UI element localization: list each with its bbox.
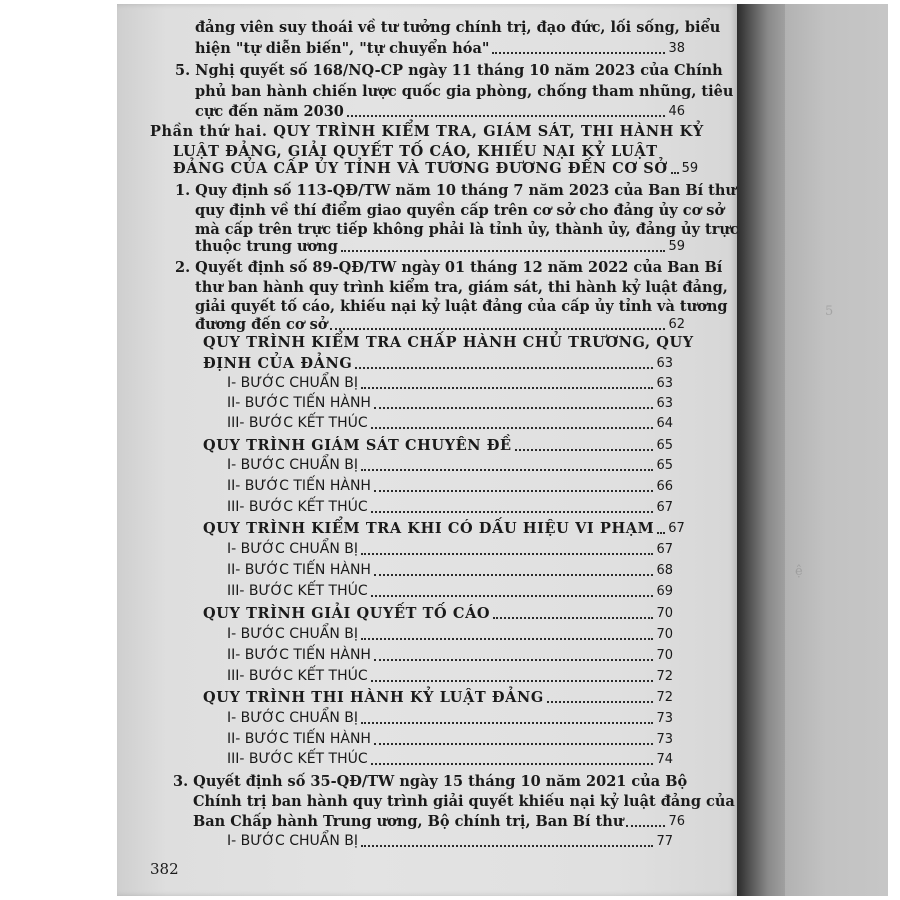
dot-leader [547,701,654,703]
dot-leader [374,407,654,409]
toc-page-number: 65 [656,458,673,473]
toc-entry [227,414,673,433]
dot-leader [347,115,666,117]
toc-page-number: 46 [668,104,685,119]
toc-entry-title: thuộc trung ương [195,238,338,255]
toc-entry [203,688,673,707]
dot-leader [361,387,653,389]
toc-entry [227,832,673,851]
toc-entry-title: đương đến cơ sở [195,316,328,333]
toc-entry [195,315,685,334]
toc-entry [203,436,673,455]
toc-page-number: 67 [656,500,673,515]
toc-page-number: 59 [681,161,699,176]
toc-page-number: 74 [656,752,673,767]
toc-page-number: 73 [656,711,673,726]
toc-entry-title: I- BƯỚC CHUẨN BỊ [227,833,359,849]
toc-page-number: 69 [656,584,673,599]
show-through-mark: ệ [795,564,803,579]
toc-entry-title: ĐỊNH CỦA ĐẢNG [203,355,353,372]
toc-text-line: 2. Quyết định số 89-QĐ/TW ngày 01 tháng 12 năm 2022 của Ban Bí [175,259,723,276]
dot-leader [374,743,654,745]
toc-entry-title: I- BƯỚC CHUẨN BỊ [227,710,359,726]
toc-entry [227,667,673,686]
toc-entry-title: Ban Chấp hành Trung ương, Bộ chính trị, Ban Bí thư [193,813,624,830]
toc-text-line: đảng viên suy thoái về tư tưởng chính trị, đạo đức, lối sống, biểu [195,19,721,36]
toc-entry-title: III- BƯỚC KẾT THÚC [227,583,368,599]
dot-leader [374,574,654,576]
toc-entry-title: QUY TRÌNH KIỂM TRA KHI CÓ DẤU HIỆU VI PHẠM [203,520,655,537]
toc-page-number: 72 [656,690,673,705]
dot-leader [371,427,654,429]
toc-text-line: 1. Quy định số 113-QĐ/TW năm 10 tháng 7 năm 2023 của Ban Bí thư [175,182,736,199]
dot-leader [671,172,679,174]
toc-entry-title: I- BƯỚC CHUẨN BỊ [227,375,359,391]
toc-entry [203,519,685,538]
toc-text-line: giải quyết tố cáo, khiếu nại kỷ luật đảng của cấp ủy tỉnh và tương [195,298,728,315]
toc-page-number: 70 [656,627,673,642]
toc-page-number: 76 [668,814,685,829]
dot-leader [361,722,653,724]
toc-entry-title: II- BƯỚC TIẾN HÀNH [227,731,371,747]
toc-entry-title: III- BƯỚC KẾT THÚC [227,751,368,767]
dot-leader [371,595,654,597]
toc-page-number: 62 [668,317,685,332]
dot-leader [330,328,665,330]
toc-entry [227,561,673,580]
toc-entry-title: I- BƯỚC CHUẨN BỊ [227,457,359,473]
toc-entry-title: II- BƯỚC TIẾN HÀNH [227,478,371,494]
toc-entry [227,582,673,601]
dot-leader [341,250,666,252]
dot-leader [371,680,654,682]
toc-page-number: 68 [656,563,673,578]
toc-page-number: 77 [656,834,673,849]
dot-leader [361,469,653,471]
toc-entry-title: II- BƯỚC TIẾN HÀNH [227,647,371,663]
toc-page-number: 73 [656,732,673,747]
toc-text-line: quy định về thí điểm giao quyền cấp trên cơ sở cho đảng ủy cơ sở [195,202,725,219]
toc-entry-title: III- BƯỚC KẾT THÚC [227,415,368,431]
dot-leader [657,532,665,534]
toc-entry [227,709,673,728]
book-page [117,4,737,896]
dot-leader [374,659,654,661]
toc-entry [195,39,685,58]
part-heading-line: LUẬT ĐẢNG, GIẢI QUYẾT TỐ CÁO, KHIẾU NẠI KỶ LUẬT [173,143,658,160]
show-through-mark: 5 [825,304,834,319]
part-heading-line: Phần thứ hai. QUY TRÌNH KIỂM TRA, GIÁM SÁT, THI HÀNH KỶ [150,123,704,140]
dot-leader [626,825,665,827]
toc-page-number: 65 [656,438,673,453]
toc-entry [173,159,699,178]
toc-entry [227,646,673,665]
dot-leader [493,617,653,619]
toc-page-number: 67 [656,542,673,557]
toc-page-number: 63 [656,356,673,371]
book-spine [737,4,785,896]
toc-entry [203,604,673,623]
toc-page-number: 70 [656,606,673,621]
dot-leader [492,52,665,54]
toc-entry [193,812,685,831]
dot-leader [371,763,654,765]
toc-page-number: 67 [668,521,685,536]
toc-entry [227,498,673,517]
toc-text-line: Chính trị ban hành quy trình giải quyết khiếu nại kỷ luật đảng của [193,793,735,810]
dot-leader [355,367,653,369]
toc-entry [227,394,673,413]
toc-entry [227,374,673,393]
toc-entry-title: cực đến năm 2030 [195,103,344,120]
toc-entry [195,237,685,256]
toc-entry [227,750,673,769]
toc-entry [227,730,673,749]
toc-text-line: 3. Quyết định số 35-QĐ/TW ngày 15 tháng 10 năm 2021 của Bộ [173,773,688,790]
toc-page-number: 38 [668,41,685,56]
dot-leader [374,490,654,492]
toc-entry-title: II- BƯỚC TIẾN HÀNH [227,562,371,578]
toc-entry-title: I- BƯỚC CHUẨN BỊ [227,541,359,557]
toc-page-number: 70 [656,648,673,663]
toc-entry-title: I- BƯỚC CHUẨN BỊ [227,626,359,642]
toc-entry-title: QUY TRÌNH GIÁM SÁT CHUYÊN ĐỀ [203,437,512,454]
dot-leader [371,511,654,513]
toc-entry-title: QUY TRÌNH GIẢI QUYẾT TỐ CÁO [203,605,491,622]
toc-entry-title: QUY TRÌNH THI HÀNH KỶ LUẬT ĐẢNG [203,689,544,706]
toc-text-line: mà cấp trên trực tiếp không phải là tỉnh ủy, thành ủy, đảng ủy trực [195,221,739,238]
procedure-heading-line: QUY TRÌNH KIỂM TRA CHẤP HÀNH CHỦ TRƯƠNG, QUY [203,334,694,351]
adjacent-page [785,4,888,896]
toc-text-line: 5. Nghị quyết số 168/NQ-CP ngày 11 tháng 10 năm 2023 của Chính [175,62,723,79]
toc-page-number: 59 [668,239,685,254]
toc-entry [195,102,685,121]
toc-entry-title: hiện "tự diễn biến", "tự chuyển hóa" [195,40,490,57]
toc-page-number: 64 [656,416,673,431]
toc-text-line: thư ban hành quy trình kiểm tra, giám sát, thi hành kỷ luật đảng, [195,279,728,296]
dot-leader [361,638,653,640]
toc-entry-title: III- BƯỚC KẾT THÚC [227,668,368,684]
toc-page-number: 66 [656,479,673,494]
table-of-contents [117,4,737,896]
toc-page-number: 63 [656,376,673,391]
toc-entry [227,456,673,475]
toc-page-number: 63 [656,396,673,411]
page-number: 382 [150,860,179,878]
toc-entry-title: III- BƯỚC KẾT THÚC [227,499,368,515]
toc-entry-title: II- BƯỚC TIẾN HÀNH [227,395,371,411]
toc-entry [227,477,673,496]
dot-leader [361,553,653,555]
dot-leader [361,845,653,847]
toc-page-number: 72 [656,669,673,684]
toc-entry [203,354,673,373]
toc-text-line: phủ ban hành chiến lược quốc gia phòng, chống tham nhũng, tiêu [195,83,734,100]
toc-entry [227,540,673,559]
toc-entry [227,625,673,644]
toc-entry-title: ĐẢNG CỦA CẤP ỦY TỈNH VÀ TƯƠNG ĐƯƠNG ĐẾN CƠ SỞ [173,160,668,177]
dot-leader [515,449,654,451]
